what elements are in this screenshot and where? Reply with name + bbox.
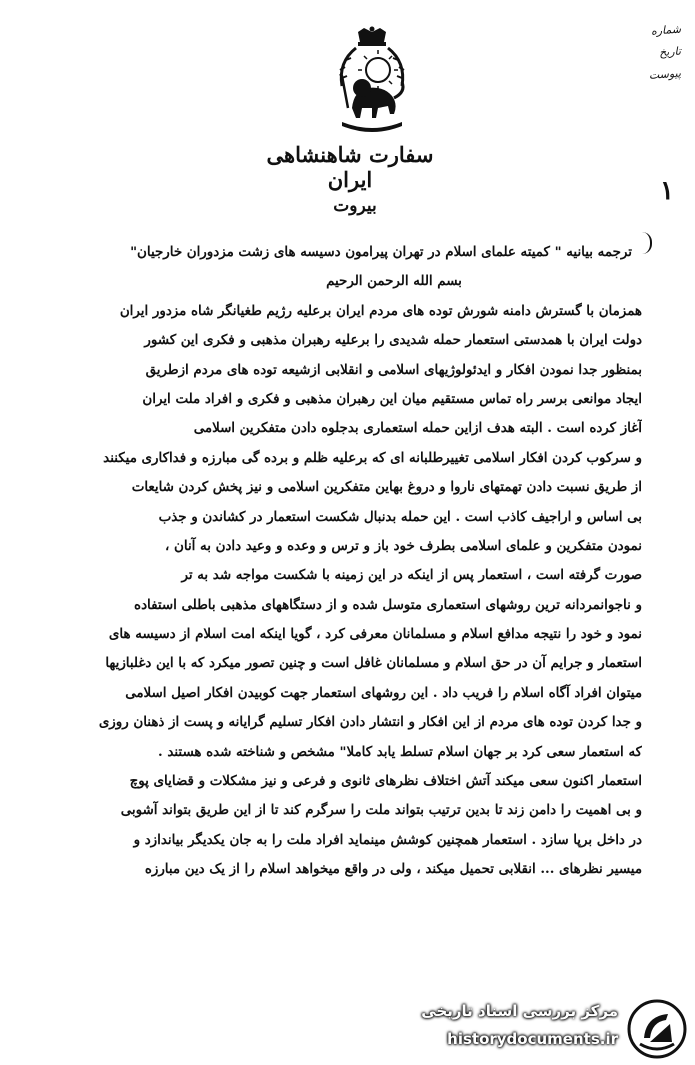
attachment-label: پیوست xyxy=(648,66,682,82)
body-line: استعمار و جرایم آن در حق اسلام و مسلمانان غافل است و چنین تصور میکرد که با این دغلبازیها xyxy=(105,655,642,672)
body-line: در داخل برپا سازد . استعمار همچنین کوشش مینماید افراد ملت را به جان یکدیگر بیاندازد و xyxy=(133,831,642,848)
body-line: دولت ایران با همدستی استعمار حمله شدیدی را برعلیه رهبران مذهبی و فکری این کشور xyxy=(144,332,642,349)
body-line: نمودن متفکرین و علمای اسلامی بطرف خود باز و ترس و وعده و وعید دادن به آنان ، xyxy=(165,537,642,554)
basmala: بسم الله الرحمن الرحیم xyxy=(326,273,462,290)
body-line: و سرکوب کردن افکار اسلامی تغییرطلبانه ای که برعلیه ظلم و برده گی مبارزه و فداکاری میکنند xyxy=(103,449,642,466)
body-line: صورت گرفته است ، استعمار پس از اینکه در این زمینه با شکست مواجه شد به تر xyxy=(181,567,642,584)
watermark-org-name: مرکز بررسی اسناد تاریخی xyxy=(421,1002,618,1020)
body-line: آغاز کرده است . البته هدف ازاین حمله استعماری بدجلوه دادن متفکرین اسلامی xyxy=(193,420,642,437)
body-line: از طریق نسبت دادن تهمتهای ناروا و دروغ بهاین متفکرین اسلامی و نیز پخش کردن شایعات xyxy=(131,479,642,496)
lion-and-sun-emblem xyxy=(328,26,416,138)
lion-and-sun-icon xyxy=(328,26,416,138)
body-line: استعمار اکنون سعی میکند آتش اختلاف نظرهای ثانوی و فرعی و نیز مشکلات و قضایای پوچ xyxy=(129,773,642,790)
body-line: همزمان با گسترش دامنه شورش توده های مردم ایران برعلیه رژیم طغیانگر شاه مزدور ایران xyxy=(119,302,642,319)
reference-labels xyxy=(641,20,681,86)
body-line: که استعمار سعی کرد بر جهان اسلام تسلط یابد کاملا" مشخص و شناخته شده هستند . xyxy=(158,743,642,760)
watermark-url: historydocuments.ir xyxy=(447,1030,618,1048)
body-line: ایجاد موانعی برسر راه تماس مستقیم میان این رهبران مذهبی و فکری و افراد ملت ایران xyxy=(142,390,642,407)
body-line: و جدا کردن توده های مردم از این افکار و انتشار دادن افکار تسلیم گرایانه و پست از ذهنان روزی xyxy=(98,714,642,731)
body-line: بی اساس و اراجیف کاذب است . این حمله بدنبال شکست استعمار در کشاندن و جذب xyxy=(158,508,642,525)
archive-logo-icon xyxy=(626,998,688,1060)
city-name: بیروت xyxy=(333,196,377,216)
page-mark: ۱ xyxy=(660,176,674,206)
body-line: میسیر نظرهای ... انقلابی تحمیل میکند ، ولی در واقع میخواهد اسلام را از یک دین مبارزه xyxy=(144,861,642,878)
embassy-title: سفارت شاهنشاهی ایران xyxy=(266,142,434,192)
body-line: و بی اهمیت را دامن زند تا بدین ترتیب بتواند ملت را سرگرم کند تا از این طریق بتواند آشوبی xyxy=(120,802,642,819)
statement-heading: ترجمه بیانیه " کمیته علمای اسلام در تهران پیرامون دسیسه های زشت مزدوران خارجیان" xyxy=(130,244,632,260)
number-label: شماره xyxy=(650,22,682,38)
body-line: میتوان افراد آگاه اسلام را فریب داد . این روشهای استعمار جهت کوبیدن افکار اصیل اسلامی xyxy=(125,684,642,701)
letter-body xyxy=(56,238,642,885)
body-line: بمنظور جدا نمودن افکار و ایدئولوژیهای اسلامی و انقلابی ازشیعه توده های مردم ازطریق xyxy=(145,361,642,378)
archive-watermark xyxy=(420,996,690,1062)
body-line: و ناجوانمردانه ترین روشهای استعماری متوسل شده و از دستگاههای مذهبی باطلی استفاده xyxy=(134,596,642,613)
date-label: تاریخ xyxy=(658,44,682,60)
body-line: نمود و خود را نتیجه مدافع اسلام و مسلمانان معرفی کرد ، گویا اینکه امت اسلام از دسیسه های xyxy=(108,626,642,643)
